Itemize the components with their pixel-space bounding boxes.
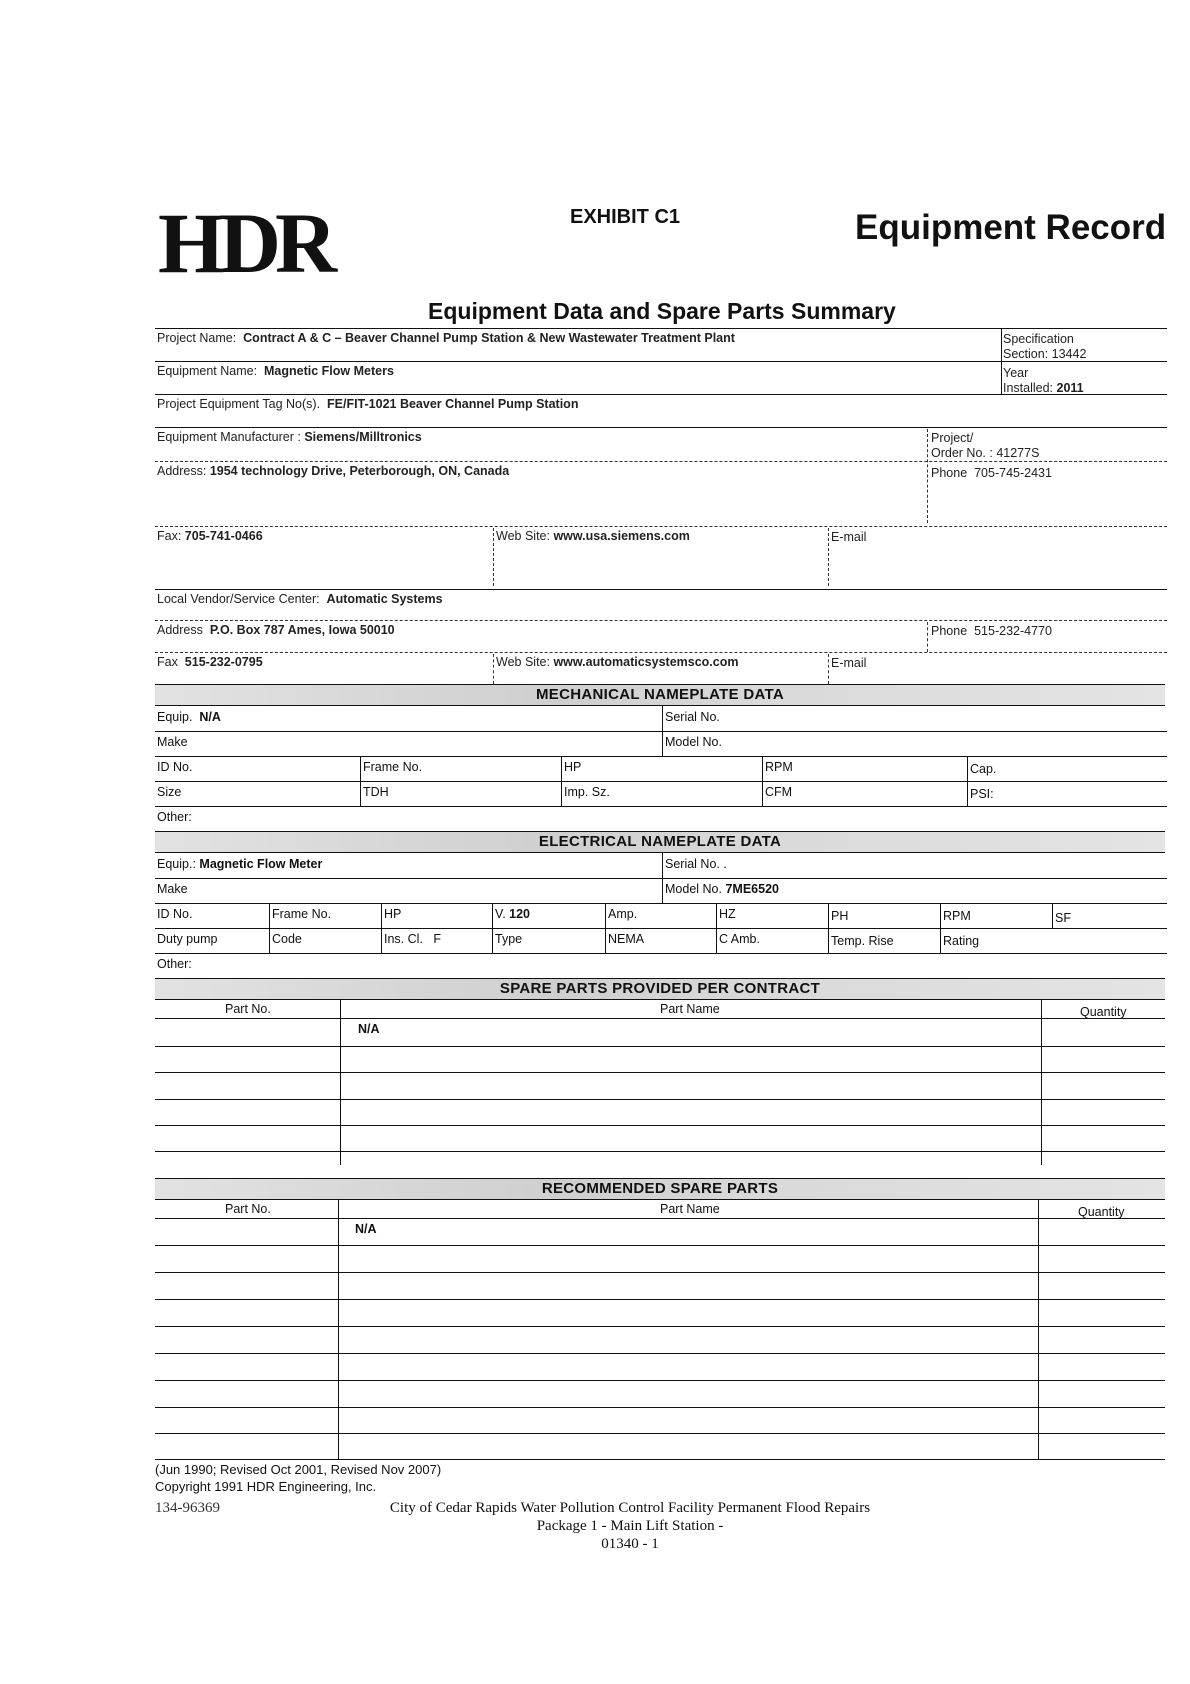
manufacturer-address-label: Address:	[157, 464, 207, 478]
elec-equip-field: Equip.: Magnetic Flow Meter	[157, 857, 323, 871]
manufacturer-label: Equipment Manufacturer :	[157, 430, 301, 444]
vendor-fax-value: 515-232-0795	[184, 655, 263, 669]
elec-model-value: 7ME6520	[725, 882, 779, 896]
manufacturer-website-field: Web Site: www.usa.siemens.com	[496, 529, 690, 543]
manufacturer-email-label: E-mail	[831, 530, 867, 544]
mech-rpm-label: RPM	[765, 760, 793, 774]
manufacturer-fax-field: Fax: 705-741-0466	[157, 529, 263, 543]
manufacturer-phone-value: 705-745-2431	[974, 466, 1052, 480]
spare-recommended-section-header: RECOMMENDED SPARE PARTS	[155, 1178, 1165, 1200]
mech-id-label: ID No.	[157, 760, 193, 774]
vendor-address-value: P.O. Box 787 Ames, Iowa 50010	[209, 623, 395, 637]
manufacturer-field	[157, 430, 422, 444]
mech-model-label: Model No.	[665, 735, 722, 749]
vendor-value: Automatic Systems	[326, 592, 443, 606]
elec-amp-label: Amp.	[608, 907, 638, 921]
vendor-phone-value: 515-232-4770	[974, 624, 1052, 638]
elec-equip-value: Magnetic Flow Meter	[199, 857, 323, 871]
elec-serial-label: Serial No. .	[665, 857, 727, 871]
elec-temp-label: Temp. Rise	[831, 934, 894, 948]
mech-tdh-label: TDH	[363, 785, 389, 799]
recommended-col-quantity: Quantity	[1078, 1205, 1125, 1219]
mech-equip-field: Equip. N/A	[157, 710, 221, 724]
mech-make-label: Make	[157, 735, 188, 749]
project-footer-line-1: City of Cedar Rapids Water Pollution Control Facility Permanent Flood Repairs	[389, 1500, 871, 1516]
mech-imp-label: Imp. Sz.	[564, 785, 610, 799]
elec-rating-label: Rating	[943, 934, 980, 948]
elec-id-label: ID No.	[157, 907, 193, 921]
page-id: 01340 - 1	[601, 1536, 659, 1552]
provided-row-1-part-name: N/A	[358, 1022, 380, 1036]
elec-model-field: Model No. 7ME6520	[665, 882, 779, 896]
equipment-name-value: Magnetic Flow Meters	[264, 364, 394, 378]
project-footer-line-2: Package 1 - Main Lift Station -	[536, 1518, 724, 1534]
equipment-name-label: Equipment Name:	[157, 364, 258, 378]
elec-ph-label: PH	[831, 909, 849, 923]
elec-volt-value: 120	[509, 907, 531, 921]
tag-numbers-field	[157, 397, 578, 411]
copyright-note: Copyright 1991 HDR Engineering, Inc.	[155, 1479, 377, 1494]
recommended-row-1-part-name: N/A	[355, 1222, 377, 1236]
provided-col-part-no: Part No.	[225, 1002, 271, 1016]
revision-note: (Jun 1990; Revised Oct 2001, Revised Nov 2007)	[155, 1462, 442, 1477]
order-number-field: Project/ Order No. : 41277S	[931, 431, 1040, 460]
manufacturer-address-field	[157, 464, 509, 478]
electrical-section-header: ELECTRICAL NAMEPLATE DATA	[155, 831, 1165, 853]
vendor-website-field: Web Site: www.automaticsystemsco.com	[496, 655, 739, 669]
elec-rpm-label: RPM	[943, 909, 971, 923]
mech-equip-value: N/A	[199, 710, 221, 724]
elec-hz-label: HZ	[719, 907, 736, 921]
mech-psi-label: PSI:	[970, 787, 994, 801]
elec-nema-label: NEMA	[608, 932, 645, 946]
elec-ins-field: Ins. Cl. F	[384, 932, 441, 946]
vendor-address-field: Address P.O. Box 787 Ames, Iowa 50010	[157, 623, 395, 637]
elec-other-label: Other:	[157, 957, 192, 971]
spec-section-value: 13442	[1051, 347, 1087, 361]
vendor-website-value: www.automaticsystemsco.com	[553, 655, 739, 669]
mech-cfm-label: CFM	[765, 785, 793, 799]
vendor-field	[157, 592, 443, 606]
mech-frame-label: Frame No.	[363, 760, 423, 774]
elec-volt-field: V. 120	[495, 907, 531, 921]
project-name-value: Contract A & C – Beaver Channel Pump Station & New Wastewater Treatment Plant	[243, 331, 735, 345]
provided-col-quantity: Quantity	[1080, 1005, 1127, 1019]
year-installed-field: Year Installed: 2011	[1003, 366, 1084, 395]
year-installed-value: 2011	[1056, 381, 1084, 395]
vendor-email-label: E-mail	[831, 656, 867, 670]
equipment-name-field	[157, 364, 394, 378]
manufacturer-phone-field: Phone 705-745-2431	[931, 466, 1052, 480]
mech-serial-label: Serial No.	[665, 710, 720, 724]
provided-col-part-name: Part Name	[660, 1002, 720, 1016]
elec-ins-value: F	[433, 932, 441, 946]
elec-camb-label: C Amb.	[719, 932, 760, 946]
elec-hp-label: HP	[384, 907, 402, 921]
document-number: 134-96369	[155, 1500, 220, 1516]
form-subtitle: Equipment Data and Spare Parts Summary	[428, 298, 896, 324]
vendor-label: Local Vendor/Service Center:	[157, 592, 320, 606]
manufacturer-value: Siemens/Milltronics	[304, 430, 422, 444]
elec-code-label: Code	[272, 932, 302, 946]
elec-duty-label: Duty pump	[157, 932, 218, 946]
project-name-field	[157, 331, 735, 345]
vendor-phone-field: Phone 515-232-4770	[931, 624, 1052, 638]
manufacturer-website-value: www.usa.siemens.com	[553, 529, 690, 543]
mech-size-label: Size	[157, 785, 182, 799]
elec-frame-label: Frame No.	[272, 907, 332, 921]
project-name-label: Project Name:	[157, 331, 237, 345]
mechanical-section-header: MECHANICAL NAMEPLATE DATA	[155, 684, 1165, 706]
vendor-fax-field: Fax 515-232-0795	[157, 655, 263, 669]
document-title: Equipment Record	[855, 208, 1167, 247]
elec-type-label: Type	[495, 932, 523, 946]
order-number-value: 41277S	[996, 446, 1040, 460]
mech-cap-label: Cap.	[970, 762, 997, 776]
spare-provided-section-header: SPARE PARTS PROVIDED PER CONTRACT	[155, 978, 1165, 1000]
spec-section-field: Specification Section: 13442	[1003, 332, 1087, 361]
exhibit-label: EXHIBIT C1	[570, 206, 681, 228]
recommended-col-part-name: Part Name	[660, 1202, 720, 1216]
hdr-logo: HDR	[158, 195, 332, 291]
elec-sf-label: SF	[1055, 911, 1071, 925]
manufacturer-fax-value: 705-741-0466	[184, 529, 263, 543]
mech-hp-label: HP	[564, 760, 582, 774]
mech-other-label: Other:	[157, 810, 192, 824]
tag-numbers-label: Project Equipment Tag No(s).	[157, 397, 321, 411]
elec-make-label: Make	[157, 882, 188, 896]
tag-numbers-value: FE/FIT-1021 Beaver Channel Pump Station	[327, 397, 579, 411]
manufacturer-address-value: 1954 technology Drive, Peterborough, ON, Canada	[209, 464, 510, 478]
recommended-col-part-no: Part No.	[225, 1202, 271, 1216]
